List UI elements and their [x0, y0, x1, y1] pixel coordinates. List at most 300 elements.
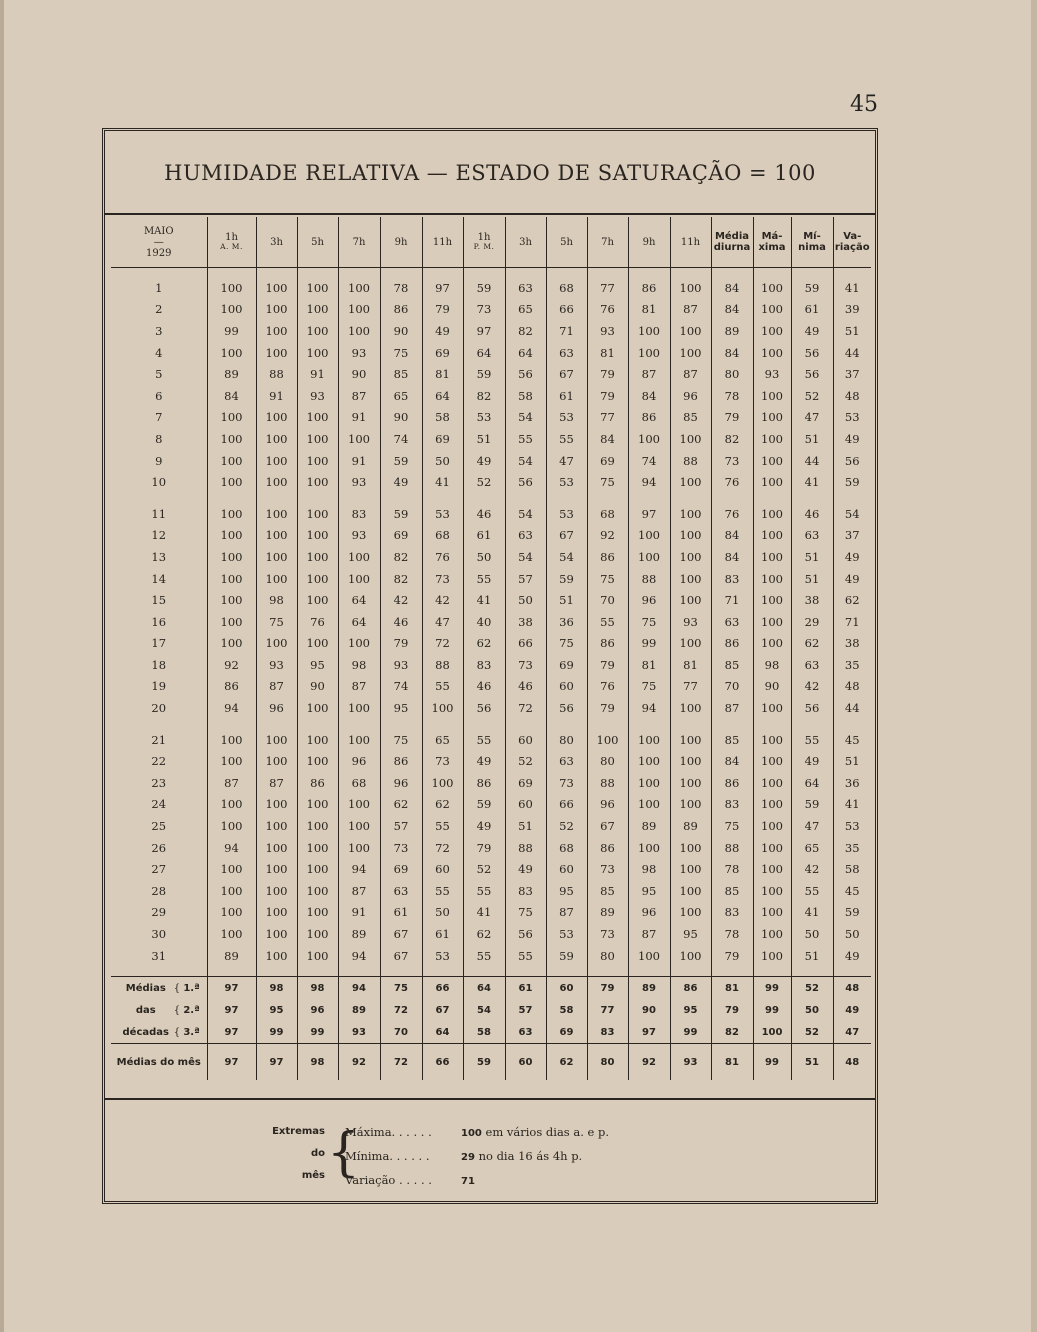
day-number: 5: [155, 367, 163, 382]
cell-value: 86: [380, 299, 422, 321]
cell-value: 100: [256, 471, 297, 493]
header-hour-sub: A. M.: [220, 242, 243, 252]
cell-value: 98: [338, 654, 380, 676]
monthly-mean-value: 51: [791, 1044, 833, 1081]
cell-value: 58: [833, 858, 871, 880]
spacer-cell: [505, 719, 546, 729]
spacer-cell: [463, 719, 505, 729]
monthly-mean-label: Médias do mês: [116, 1056, 201, 1068]
spacer-cell: [463, 966, 505, 977]
cell-value: 51: [833, 320, 871, 342]
cell-value: 97: [628, 503, 670, 525]
cell-value: 62: [791, 633, 833, 655]
cell-value: 56: [505, 471, 546, 493]
cell-value: 56: [505, 363, 546, 385]
cell-value: 100: [670, 633, 711, 655]
cell-value: 82: [380, 546, 422, 568]
spacer-cell: [422, 268, 463, 278]
cell-value: 81: [422, 363, 463, 385]
cell-value: 94: [628, 471, 670, 493]
table-row: [111, 750, 871, 772]
cell-value: 94: [338, 945, 380, 967]
cell-value: 50: [791, 923, 833, 945]
cell-value: 59: [791, 794, 833, 816]
monthly-mean-value: 97: [207, 1044, 256, 1081]
cell-value: 100: [670, 837, 711, 859]
cell-value: 55: [422, 880, 463, 902]
monthly-mean-value: 62: [546, 1044, 587, 1081]
spacer-cell: [256, 493, 297, 503]
cell-value: 93: [587, 320, 628, 342]
day-number: 16: [151, 614, 167, 629]
cell-value: 100: [670, 858, 711, 880]
cell-value: 96: [670, 385, 711, 407]
cell-value: 56: [791, 342, 833, 364]
cell-value: 63: [505, 277, 546, 299]
cell-value: 89: [587, 902, 628, 924]
cell-value: 100: [256, 815, 297, 837]
cell-value: 100: [338, 277, 380, 299]
cell-value: 100: [207, 525, 256, 547]
cell-value: 100: [753, 299, 791, 321]
table-row: [111, 654, 871, 676]
cell-value: 100: [628, 546, 670, 568]
cell-value: 67: [380, 923, 422, 945]
day-number: 7: [155, 410, 163, 425]
cell-value: 47: [546, 450, 587, 472]
cell-value: 100: [207, 407, 256, 429]
cell-value: 100: [338, 546, 380, 568]
cell-value: 100: [207, 450, 256, 472]
cell-value: 93: [338, 342, 380, 364]
decade-mean-value: 48: [833, 977, 871, 1000]
cell-value: 91: [256, 385, 297, 407]
cell-value: 94: [338, 858, 380, 880]
table-row: [111, 450, 871, 472]
cell-value: 60: [422, 858, 463, 880]
cell-value: 58: [422, 407, 463, 429]
cell-value: 74: [628, 450, 670, 472]
table-row: [111, 363, 871, 385]
cell-value: 74: [380, 676, 422, 698]
table-row: [111, 837, 871, 859]
cell-value: 69: [380, 525, 422, 547]
cell-value: 73: [505, 654, 546, 676]
cell-value: 89: [670, 815, 711, 837]
table-row: [111, 945, 871, 967]
cell-value: 100: [753, 697, 791, 719]
cell-value: 100: [256, 794, 297, 816]
decade-mean-value: 75: [380, 977, 422, 1000]
cell-value: 69: [505, 772, 546, 794]
spacer-cell: [753, 966, 791, 977]
day-number: 1: [155, 280, 163, 295]
cell-value: 37: [833, 525, 871, 547]
cell-value: 49: [833, 568, 871, 590]
cell-value: 72: [505, 697, 546, 719]
spacer-cell: [546, 719, 587, 729]
cell-value: 93: [338, 525, 380, 547]
spacer-row: [111, 719, 871, 729]
cell-value: 55: [422, 676, 463, 698]
cell-value: 100: [753, 923, 791, 945]
spacer-cell: [833, 719, 871, 729]
spacer-cell: [791, 966, 833, 977]
cell-value: 100: [297, 923, 338, 945]
cell-value: 79: [422, 299, 463, 321]
header-stat-line1: Va-: [843, 231, 862, 242]
cell-value: 50: [833, 923, 871, 945]
decade-label-word: Médias: [125, 982, 166, 994]
cell-value: 85: [380, 363, 422, 385]
spacer-cell: [297, 493, 338, 503]
cell-value: 84: [711, 342, 753, 364]
decade-mean-value: 79: [587, 977, 628, 1000]
cell-value: 63: [791, 525, 833, 547]
cell-value: 59: [791, 277, 833, 299]
spacer-cell: [711, 493, 753, 503]
cell-value: 60: [505, 729, 546, 751]
decade-mean-value: 99: [256, 1021, 297, 1044]
cell-value: 79: [711, 945, 753, 967]
decade-mean-value: 95: [670, 999, 711, 1021]
cell-value: 73: [380, 837, 422, 859]
cell-value: 100: [207, 428, 256, 450]
decade-ordinal: 1.ª: [183, 982, 200, 994]
cell-value: 35: [833, 654, 871, 676]
cell-value: 95: [670, 923, 711, 945]
cell-value: 93: [256, 654, 297, 676]
cell-value: 85: [711, 654, 753, 676]
cell-value: 83: [711, 794, 753, 816]
cell-value: 87: [546, 902, 587, 924]
cell-value: 100: [670, 750, 711, 772]
spacer-cell: [422, 966, 463, 977]
decade-mean-value: 86: [670, 977, 711, 1000]
cell-value: 60: [546, 676, 587, 698]
cell-value: 87: [338, 880, 380, 902]
cell-value: 68: [338, 772, 380, 794]
decade-mean-value: 52: [791, 977, 833, 1000]
cell-value: 84: [628, 385, 670, 407]
header-hour-6: [463, 217, 505, 268]
cell-value: 95: [297, 654, 338, 676]
header-stat-line2: xima: [758, 242, 786, 253]
cell-value: 91: [338, 407, 380, 429]
spacer-cell: [791, 719, 833, 729]
table-row: [111, 589, 871, 611]
cell-value: 54: [833, 503, 871, 525]
cell-value: 89: [338, 923, 380, 945]
cell-value: 87: [207, 772, 256, 794]
spacer-cell: [111, 268, 207, 278]
spacer-cell: [297, 719, 338, 729]
decade-mean-value: 99: [297, 1021, 338, 1044]
cell-value: 90: [338, 363, 380, 385]
title-box: [105, 131, 875, 215]
spacer-cell: [207, 268, 256, 278]
cell-value: 46: [791, 503, 833, 525]
cell-value: 100: [297, 407, 338, 429]
decade-mean-value: 97: [628, 1021, 670, 1044]
cell-value: 36: [833, 772, 871, 794]
cell-value: 100: [628, 525, 670, 547]
cell-value: 84: [711, 277, 753, 299]
cell-value: 69: [422, 342, 463, 364]
extremes-value: 71: [461, 1176, 475, 1187]
cell-value: 53: [463, 407, 505, 429]
cell-value: 88: [256, 363, 297, 385]
day-number: 21: [151, 732, 167, 747]
cell-value: 100: [207, 299, 256, 321]
day-number: 19: [151, 679, 167, 694]
cell-value: 100: [297, 837, 338, 859]
humidity-table: [111, 217, 871, 1080]
header-stat-3: [833, 217, 871, 268]
table-row: [111, 858, 871, 880]
decade-mean-value: 77: [587, 999, 628, 1021]
cell-value: 100: [753, 858, 791, 880]
cell-value: 100: [753, 568, 791, 590]
cell-value: 46: [463, 503, 505, 525]
extremes-note: no dia 16 ás 4h p.: [474, 1149, 583, 1163]
table-row: [111, 320, 871, 342]
cell-value: 79: [587, 363, 628, 385]
cell-value: 100: [670, 589, 711, 611]
cell-value: 85: [711, 880, 753, 902]
cell-value: 87: [256, 772, 297, 794]
spacer-cell: [463, 268, 505, 278]
cell-value: 64: [463, 342, 505, 364]
cell-value: 100: [297, 471, 338, 493]
cell-value: 87: [628, 363, 670, 385]
spacer-cell: [833, 493, 871, 503]
cell-value: 50: [463, 546, 505, 568]
cell-value: 100: [422, 772, 463, 794]
decade-mean-row: [111, 999, 871, 1021]
cell-value: 55: [463, 945, 505, 967]
spacer-cell: [111, 493, 207, 503]
brace-icon: {: [173, 1026, 184, 1038]
header-hour-5: [422, 217, 463, 268]
table-row: [111, 385, 871, 407]
cell-value: 89: [207, 945, 256, 967]
spacer-cell: [670, 493, 711, 503]
decade-mean-value: 99: [670, 1021, 711, 1044]
cell-value: 85: [711, 729, 753, 751]
cell-value: 100: [207, 503, 256, 525]
cell-value: 100: [256, 858, 297, 880]
cell-value: 100: [670, 568, 711, 590]
spacer-cell: [505, 966, 546, 977]
cell-value: 100: [338, 697, 380, 719]
cell-value: 78: [711, 385, 753, 407]
cell-value: 71: [546, 320, 587, 342]
cell-value: 100: [256, 837, 297, 859]
cell-value: 100: [670, 794, 711, 816]
cell-value: 100: [256, 750, 297, 772]
decade-mean-value: 61: [505, 977, 546, 1000]
cell-value: 49: [833, 546, 871, 568]
spacer-cell: [380, 493, 422, 503]
decade-mean-value: 83: [587, 1021, 628, 1044]
extremes-label-3: mês: [301, 1170, 325, 1181]
cell-value: 97: [463, 320, 505, 342]
header-hour-8: [546, 217, 587, 268]
cell-value: 100: [297, 568, 338, 590]
day-number: 27: [151, 862, 167, 877]
cell-value: 57: [380, 815, 422, 837]
cell-value: 65: [422, 729, 463, 751]
decade-mean-value: 96: [297, 999, 338, 1021]
cell-value: 50: [422, 450, 463, 472]
cell-value: 79: [587, 654, 628, 676]
cell-value: 88: [628, 568, 670, 590]
cell-value: 100: [297, 428, 338, 450]
cell-value: 93: [297, 385, 338, 407]
table-row: [111, 880, 871, 902]
spacer-cell: [546, 268, 587, 278]
cell-value: 54: [505, 450, 546, 472]
cell-value: 37: [833, 363, 871, 385]
cell-value: 71: [711, 589, 753, 611]
cell-value: 85: [587, 880, 628, 902]
cell-value: 88: [670, 450, 711, 472]
header-stat-line1: Má-: [761, 231, 783, 242]
cell-value: 77: [670, 676, 711, 698]
cell-value: 51: [791, 546, 833, 568]
cell-value: 56: [546, 697, 587, 719]
decade-label-word: das: [135, 1004, 156, 1016]
cell-value: 100: [753, 633, 791, 655]
cell-value: 85: [670, 407, 711, 429]
spacer-cell: [546, 493, 587, 503]
cell-value: 100: [628, 794, 670, 816]
cell-value: 100: [753, 428, 791, 450]
cell-value: 42: [791, 676, 833, 698]
cell-value: 100: [753, 546, 791, 568]
cell-value: 100: [297, 697, 338, 719]
cell-value: 100: [297, 450, 338, 472]
cell-value: 100: [670, 277, 711, 299]
cell-value: 86: [297, 772, 338, 794]
cell-value: 59: [546, 568, 587, 590]
header-stat-1: [753, 217, 791, 268]
cell-value: 62: [380, 794, 422, 816]
cell-value: 100: [338, 320, 380, 342]
header-stat-0: [711, 217, 753, 268]
cell-value: 100: [256, 428, 297, 450]
cell-value: 100: [207, 794, 256, 816]
spacer-cell: [587, 719, 628, 729]
cell-value: 71: [833, 611, 871, 633]
cell-value: 73: [463, 299, 505, 321]
cell-value: 55: [463, 880, 505, 902]
table-row: [111, 407, 871, 429]
cell-value: 96: [338, 750, 380, 772]
decade-mean-value: 52: [791, 1021, 833, 1044]
cell-value: 65: [505, 299, 546, 321]
spacer-cell: [711, 719, 753, 729]
cell-value: 96: [256, 697, 297, 719]
cell-value: 100: [338, 568, 380, 590]
cell-value: 40: [463, 611, 505, 633]
cell-value: 54: [505, 546, 546, 568]
cell-value: 55: [505, 945, 546, 967]
table-row: [111, 342, 871, 364]
cell-value: 67: [546, 363, 587, 385]
day-number: 26: [151, 840, 167, 855]
cell-value: 86: [628, 407, 670, 429]
table-row: [111, 729, 871, 751]
cell-value: 91: [338, 450, 380, 472]
cell-value: 78: [711, 858, 753, 880]
cell-value: 70: [587, 589, 628, 611]
cell-value: 62: [422, 794, 463, 816]
table-row: [111, 568, 871, 590]
decade-mean-value: 95: [256, 999, 297, 1021]
cell-value: 55: [587, 611, 628, 633]
decade-mean-row: [111, 1021, 871, 1044]
day-number: 31: [151, 948, 167, 963]
header-hour-3: [338, 217, 380, 268]
cell-value: 68: [546, 837, 587, 859]
cell-value: 68: [422, 525, 463, 547]
cell-value: 49: [791, 750, 833, 772]
cell-value: 61: [463, 525, 505, 547]
day-number: 9: [155, 453, 163, 468]
decade-mean-value: 69: [546, 1021, 587, 1044]
day-number: 10: [151, 475, 167, 490]
cell-value: 86: [587, 837, 628, 859]
cell-value: 55: [463, 729, 505, 751]
cell-value: 42: [791, 858, 833, 880]
cell-value: 96: [628, 902, 670, 924]
cell-value: 87: [256, 676, 297, 698]
cell-value: 35: [833, 837, 871, 859]
cell-value: 96: [380, 772, 422, 794]
spacer-cell: [422, 719, 463, 729]
brace-icon: {: [173, 982, 184, 994]
monthly-mean-value: 97: [256, 1044, 297, 1081]
cell-value: 82: [505, 320, 546, 342]
cell-value: 100: [753, 794, 791, 816]
cell-value: 60: [505, 794, 546, 816]
cell-value: 55: [546, 428, 587, 450]
cell-value: 84: [587, 428, 628, 450]
spacer-cell: [791, 493, 833, 503]
monthly-mean-value: 92: [338, 1044, 380, 1081]
cell-value: 75: [380, 342, 422, 364]
cell-value: 69: [546, 654, 587, 676]
spacer-cell: [546, 966, 587, 977]
table-row: [111, 815, 871, 837]
spacer-cell: [587, 966, 628, 977]
cell-value: 87: [338, 676, 380, 698]
cell-value: 73: [587, 923, 628, 945]
bottom-divider: [105, 1098, 875, 1100]
decade-mean-value: 98: [297, 977, 338, 1000]
cell-value: 100: [256, 525, 297, 547]
cell-value: 100: [753, 772, 791, 794]
cell-value: 100: [297, 880, 338, 902]
cell-value: 75: [546, 633, 587, 655]
spacer-row: [111, 966, 871, 977]
decade-mean-value: 67: [422, 999, 463, 1021]
cell-value: 29: [791, 611, 833, 633]
cell-value: 55: [791, 880, 833, 902]
cell-value: 63: [505, 525, 546, 547]
